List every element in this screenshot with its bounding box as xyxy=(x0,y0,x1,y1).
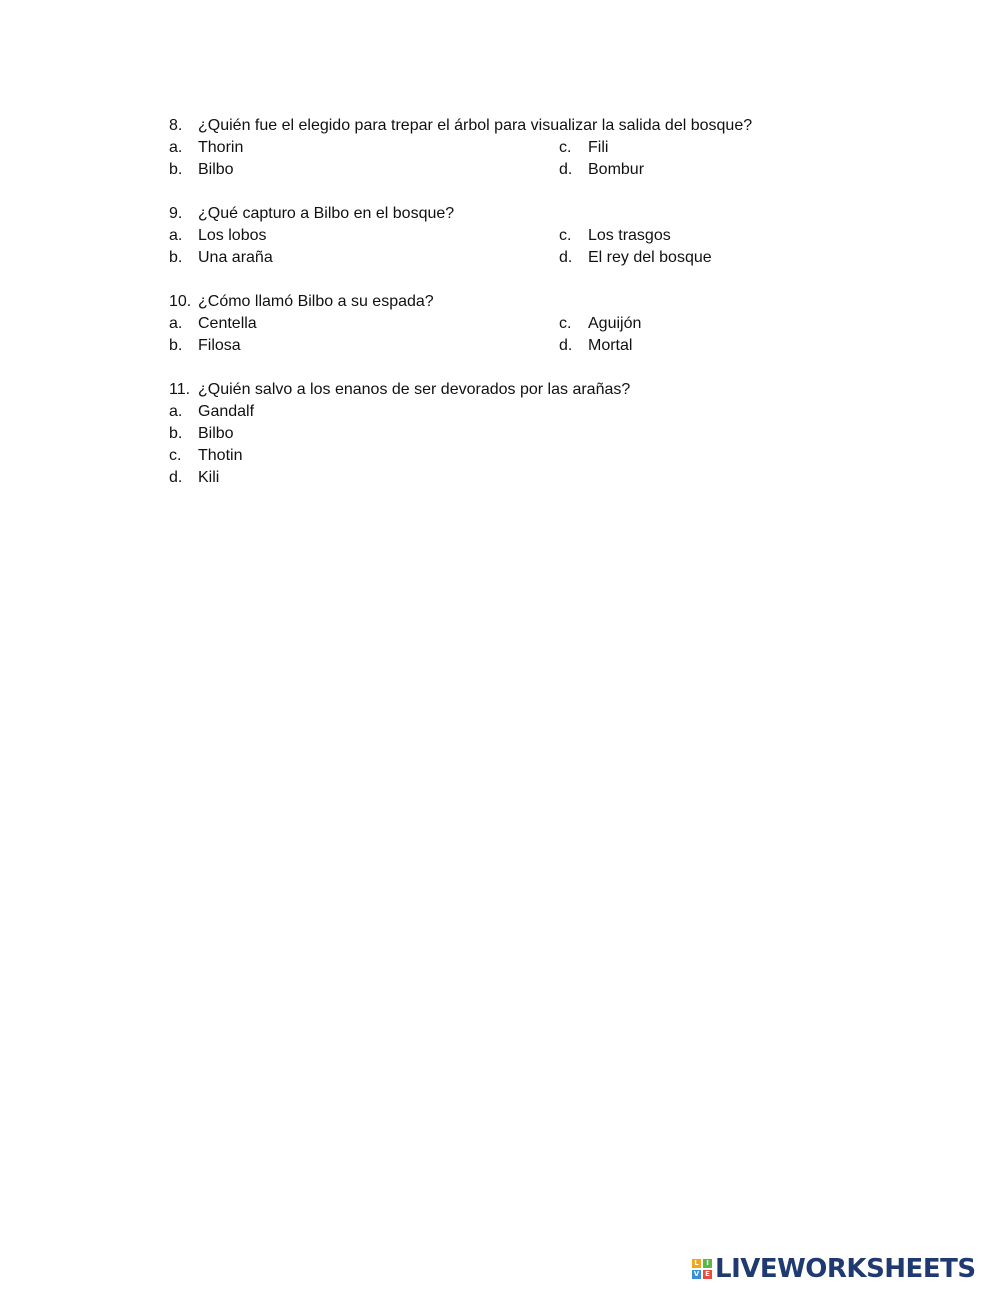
option-row xyxy=(169,225,809,247)
option-letter: d. xyxy=(169,469,183,486)
question-8 xyxy=(169,115,809,181)
option-row xyxy=(169,445,809,467)
option-row xyxy=(169,247,809,269)
question-text: ¿Quién salvo a los enanos de ser devorados por las arañas? xyxy=(198,381,631,398)
option-letter: c. xyxy=(559,139,572,156)
question-row xyxy=(169,115,809,137)
option-text[interactable]: Centella xyxy=(198,315,257,332)
option-letter: b. xyxy=(169,337,183,354)
option-row xyxy=(169,467,809,489)
option-text[interactable]: Los trasgos xyxy=(588,227,671,244)
option-text[interactable]: Fili xyxy=(588,139,609,156)
option-row xyxy=(169,137,809,159)
question-11 xyxy=(169,379,809,489)
option-letter: b. xyxy=(169,425,183,442)
option-text[interactable]: Mortal xyxy=(588,337,633,354)
question-row xyxy=(169,203,809,225)
logo-mark-tile: I xyxy=(703,1259,712,1268)
question-9 xyxy=(169,203,809,269)
option-text[interactable]: Thotin xyxy=(198,447,243,464)
option-text[interactable]: Bilbo xyxy=(198,425,234,442)
question-text: ¿Qué capturo a Bilbo en el bosque? xyxy=(198,205,455,222)
question-number: 11. xyxy=(169,381,191,398)
logo-mark-tile: V xyxy=(693,1270,700,1278)
question-number: 10. xyxy=(169,293,192,310)
option-letter: c. xyxy=(169,447,182,464)
logo-text: LIVEWORKSHEETS xyxy=(715,1254,976,1284)
worksheet xyxy=(169,115,809,511)
option-letter: a. xyxy=(169,315,183,332)
option-letter: b. xyxy=(169,249,183,266)
option-letter: c. xyxy=(559,227,572,244)
logo-mark-tile: E xyxy=(703,1270,712,1279)
option-letter: b. xyxy=(169,161,183,178)
option-letter: d. xyxy=(559,337,573,354)
option-text[interactable]: Kili xyxy=(198,469,220,486)
option-row xyxy=(169,401,809,423)
option-row xyxy=(169,313,809,335)
logo-mark-tile: L xyxy=(692,1259,701,1268)
option-letter: d. xyxy=(559,249,573,266)
option-letter: a. xyxy=(169,139,183,156)
question-number: 8. xyxy=(169,117,183,134)
option-text[interactable]: Thorin xyxy=(198,139,244,156)
liveworksheets-logo[interactable] xyxy=(692,1254,976,1284)
option-text[interactable]: El rey del bosque xyxy=(588,249,712,266)
question-text: ¿Cómo llamó Bilbo a su espada? xyxy=(198,293,434,310)
option-letter: c. xyxy=(559,315,572,332)
option-text[interactable]: Filosa xyxy=(198,337,241,354)
option-text[interactable]: Gandalf xyxy=(198,403,255,420)
question-row xyxy=(169,379,809,401)
option-text[interactable]: Aguijón xyxy=(588,315,642,332)
question-text: ¿Quién fue el elegido para trepar el árbol para visualizar la salida del bosque? xyxy=(198,117,753,134)
option-text[interactable]: Una araña xyxy=(198,249,273,266)
option-letter: a. xyxy=(169,227,183,244)
option-text[interactable]: Bombur xyxy=(588,161,645,178)
question-10 xyxy=(169,291,809,357)
option-letter: a. xyxy=(169,403,183,420)
option-letter: d. xyxy=(559,161,573,178)
question-number: 9. xyxy=(169,205,183,222)
question-row xyxy=(169,291,809,313)
option-row xyxy=(169,159,809,181)
logo-mark-icon xyxy=(692,1259,712,1279)
option-row xyxy=(169,335,809,357)
option-text[interactable]: Bilbo xyxy=(198,161,234,178)
option-text[interactable]: Los lobos xyxy=(198,227,267,244)
option-row xyxy=(169,423,809,445)
